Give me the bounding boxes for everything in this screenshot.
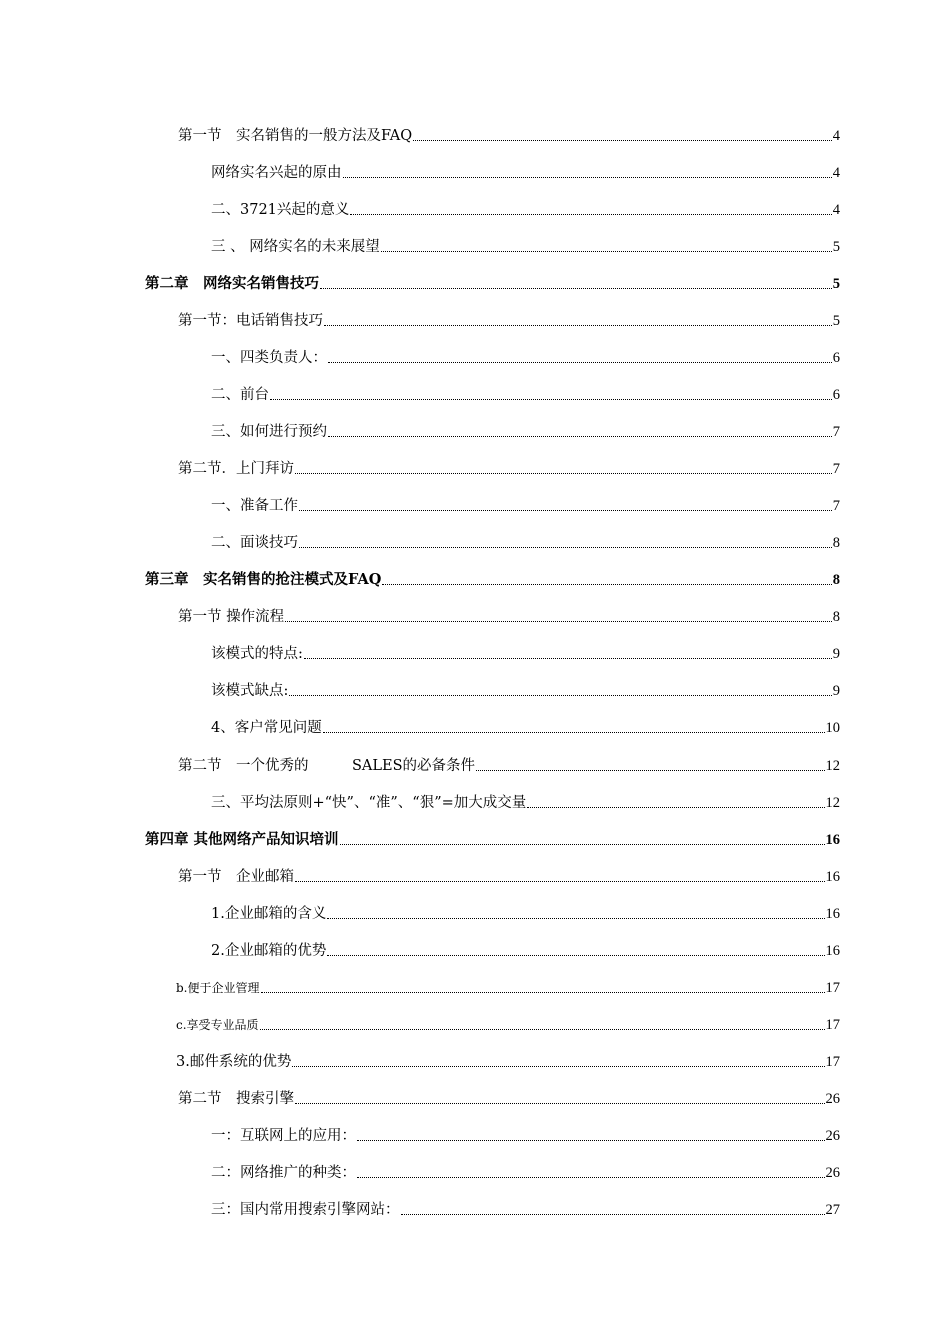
toc-entry-page: 17: [825, 1054, 840, 1070]
dot-leader: [381, 251, 832, 252]
toc-entry[interactable]: [211, 198, 840, 220]
toc-chapter-entry[interactable]: [145, 828, 840, 850]
toc-entry-title: 2.企业邮箱的优势: [211, 943, 327, 959]
toc-entry[interactable]: [211, 902, 840, 924]
dot-leader: [357, 1177, 825, 1178]
toc-entry-title: 第三章 实名销售的抢注模式及FAQ: [145, 571, 382, 588]
toc-entry-title: 三、如何进行预约: [211, 424, 327, 440]
dot-leader: [476, 770, 824, 771]
toc-entry[interactable]: [211, 939, 840, 961]
dot-leader: [328, 436, 832, 437]
toc-entry[interactable]: [211, 1198, 840, 1220]
toc-entry-title: 网络实名兴起的原由: [211, 165, 342, 181]
toc-entry[interactable]: [178, 865, 840, 887]
toc-entry[interactable]: [211, 346, 840, 368]
toc-entry-title: 4、客户常见问题: [211, 720, 322, 736]
toc-entry-page: 7: [832, 424, 840, 440]
toc-entry-title: 二、前台: [211, 387, 269, 403]
toc-entry[interactable]: [211, 1124, 840, 1146]
toc-entry[interactable]: [176, 1013, 840, 1035]
toc-entry[interactable]: [176, 976, 840, 998]
toc-entry-title: 第一节 企业邮箱: [178, 869, 294, 885]
dot-leader: [320, 288, 832, 289]
dot-leader: [260, 1029, 825, 1030]
toc-entry-title: 1.企业邮箱的含义: [211, 906, 327, 922]
toc-entry-page: 7: [832, 498, 840, 514]
dot-leader: [323, 732, 825, 733]
dot-leader: [289, 695, 831, 696]
toc-entry[interactable]: [211, 235, 840, 257]
toc-entry[interactable]: [211, 531, 840, 553]
toc-entry-page: 9: [832, 683, 840, 699]
toc-entry[interactable]: [211, 679, 840, 701]
toc-entry-title: 第二节 一个优秀的 SALES的必备条件: [178, 758, 476, 774]
toc-entry-title: 3.邮件系统的优势: [176, 1054, 292, 1070]
toc-entry-title: 二、3721兴起的意义: [211, 202, 350, 218]
dot-leader: [261, 992, 825, 993]
dot-leader: [295, 881, 825, 882]
dot-leader: [357, 1140, 825, 1141]
dot-leader: [340, 844, 825, 845]
toc-entry-title: 第一节 操作流程: [178, 609, 285, 625]
toc-entry-page: 6: [832, 350, 840, 366]
toc-entry-page: 8: [832, 609, 840, 625]
toc-entry-page: 8: [832, 535, 840, 551]
toc-entry-page: 8: [832, 572, 840, 588]
toc-entry-page: 16: [825, 869, 840, 885]
toc-entry-page: 4: [832, 128, 840, 144]
toc-entry[interactable]: [211, 383, 840, 405]
dot-leader: [295, 1103, 825, 1104]
dot-leader: [324, 325, 832, 326]
toc-entry-page: 5: [832, 276, 840, 292]
toc-entry-page: 26: [825, 1165, 840, 1181]
dot-leader: [299, 547, 832, 548]
toc-entry-title: 第二节 搜索引擎: [178, 1091, 294, 1107]
toc-entry-title: 三 、 网络实名的未来展望: [211, 239, 380, 255]
toc-entry-page: 26: [825, 1091, 840, 1107]
toc-entry[interactable]: [178, 605, 840, 627]
toc-entry[interactable]: [211, 642, 840, 664]
toc-entry-page: 5: [832, 313, 840, 329]
toc-entry[interactable]: [178, 309, 840, 331]
dot-leader: [295, 473, 832, 474]
dot-leader: [292, 1066, 824, 1067]
toc-entry[interactable]: [176, 1050, 840, 1072]
toc-entry-title: 三：国内常用搜索引擎网站：: [211, 1202, 400, 1218]
toc-entry-title: 二：网络推广的种类：: [211, 1165, 356, 1181]
toc-entry[interactable]: [178, 1087, 840, 1109]
toc-entry[interactable]: [178, 754, 840, 776]
toc-entry[interactable]: [178, 124, 840, 146]
dot-leader: [304, 658, 832, 659]
toc-entry-title: b.便于企业管理: [176, 981, 260, 995]
toc-entry[interactable]: [211, 420, 840, 442]
toc-entry-page: 4: [832, 202, 840, 218]
toc-entry-page: 4: [832, 165, 840, 181]
toc-entry-title: 第一节 实名销售的一般方法及FAQ: [178, 128, 413, 144]
toc-entry-title: 该模式缺点:: [211, 683, 289, 699]
toc-entry-title: 一、四类负责人：: [211, 350, 327, 366]
toc-entry-title: 第一节：电话销售技巧: [178, 313, 323, 329]
dot-leader: [350, 214, 831, 215]
toc-entry-page: 16: [825, 832, 840, 848]
dot-leader: [327, 955, 824, 956]
toc-entry-title: 该模式的特点:: [211, 646, 303, 662]
toc-entry-page: 27: [825, 1202, 840, 1218]
dot-leader: [285, 621, 832, 622]
dot-leader: [327, 918, 824, 919]
dot-leader: [382, 584, 831, 585]
dot-leader: [401, 1214, 825, 1215]
toc-entry-title: 第二章 网络实名销售技巧: [145, 275, 319, 292]
toc-entry-page: 17: [825, 980, 840, 996]
dot-leader: [328, 362, 832, 363]
toc-entry-page: 9: [832, 646, 840, 662]
dot-leader: [343, 177, 832, 178]
toc-entry-title: 二、面谈技巧: [211, 535, 298, 551]
toc-entry[interactable]: [211, 716, 840, 738]
toc-entry-page: 5: [832, 239, 840, 255]
toc-entry-page: 12: [825, 758, 840, 774]
dot-leader: [299, 510, 832, 511]
toc-entry[interactable]: [211, 161, 840, 183]
dot-leader: [413, 140, 832, 141]
dot-leader: [270, 399, 832, 400]
toc-entry-page: 26: [825, 1128, 840, 1144]
toc-entry-page: 6: [832, 387, 840, 403]
toc-entry-title: 一：互联网上的应用：: [211, 1128, 356, 1144]
toc-entry[interactable]: [211, 791, 840, 813]
toc-entry-page: 12: [825, 795, 840, 811]
toc-entry-title: 一、准备工作: [211, 498, 298, 514]
toc-chapter-entry[interactable]: [145, 272, 840, 294]
dot-leader: [527, 807, 824, 808]
toc-entry-page: 17: [825, 1017, 840, 1033]
toc-entry-title: 第四章 其他网络产品知识培训: [145, 831, 339, 848]
toc-entry-title: 第二节．上门拜访: [178, 461, 294, 477]
toc-entry-page: 7: [832, 461, 840, 477]
toc-entry-page: 10: [825, 720, 840, 736]
toc-chapter-entry[interactable]: [145, 568, 840, 590]
toc-entry-title: 三、平均法原则+“快”、“准”、“狠”=加大成交量: [211, 795, 527, 811]
toc-entry[interactable]: [211, 494, 840, 516]
toc-entry[interactable]: [211, 1161, 840, 1183]
toc-entry-page: 16: [825, 906, 840, 922]
toc-entry[interactable]: [178, 457, 840, 479]
toc-entry-page: 16: [825, 943, 840, 959]
toc-entry-title: c.享受专业品质: [176, 1018, 259, 1032]
